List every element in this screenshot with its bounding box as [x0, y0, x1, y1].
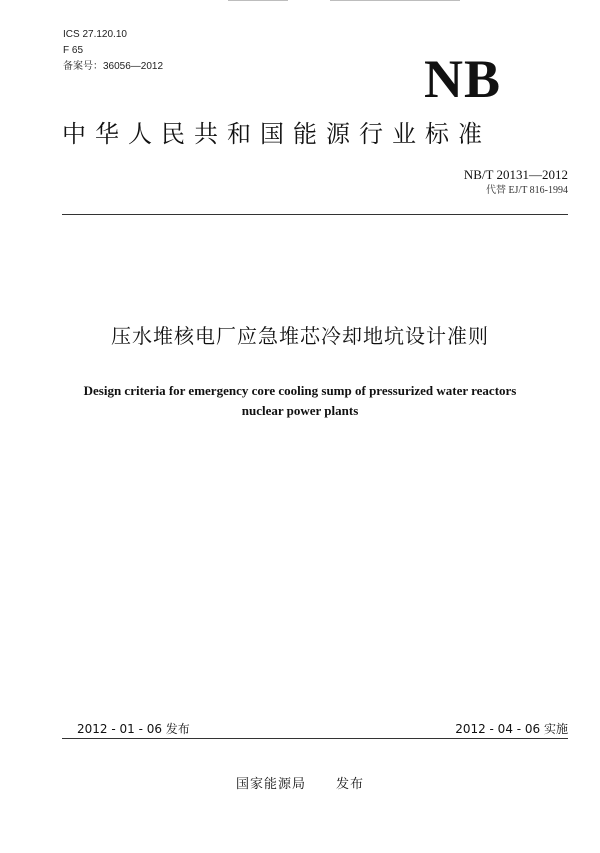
- ccs-code: F 65: [63, 45, 84, 56]
- issuing-authority: [0, 776, 600, 794]
- replaces-standard: 代替 EJ/T 816-1994: [485, 185, 568, 196]
- scan-artifact-top: [228, 0, 288, 1]
- document-title-en-line2: nuclear power plants: [241, 403, 359, 418]
- document-title-en-line1: Design criteria for emergency core cooling sump of pressurized water reactors: [83, 383, 517, 398]
- ics-code: ICS 27.120.10: [63, 29, 127, 40]
- issuer-name: 国家能源局: [235, 777, 306, 792]
- national-standard-title: 中华人民共和国能源行业标准: [62, 120, 491, 148]
- scan-artifact-top-right: [330, 0, 460, 1]
- document-title-cn: 压水堆核电厂应急堆芯冷却地坑设计准则: [111, 324, 489, 348]
- footer-divider: [62, 738, 568, 739]
- filing-number: 备案号：36056—2012: [63, 61, 164, 72]
- standard-number: NB/T 20131—2012: [463, 167, 568, 182]
- header-divider: [62, 214, 568, 215]
- implementation-date: 2012 - 04 - 06 实施: [455, 722, 568, 736]
- nb-logo: NB: [424, 49, 502, 109]
- issuer-action: 发布: [336, 777, 365, 792]
- issue-date: 2012 - 01 - 06 发布: [77, 722, 190, 736]
